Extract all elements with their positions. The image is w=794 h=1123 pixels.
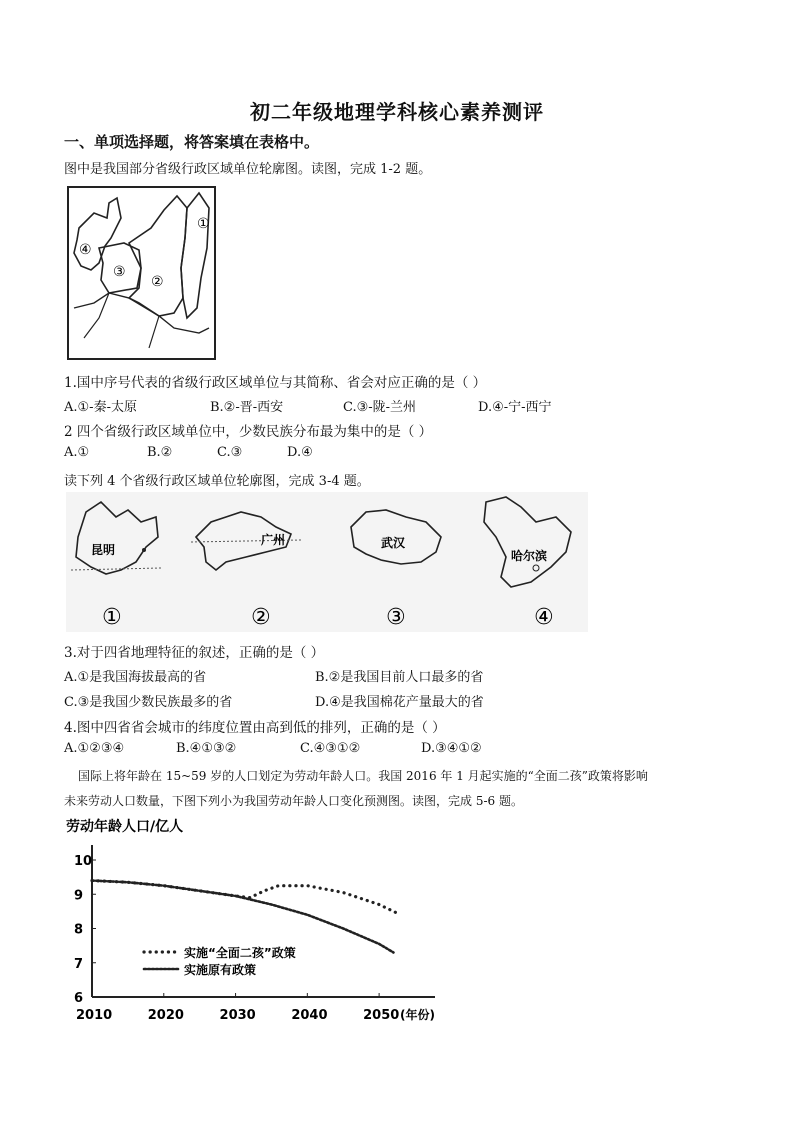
map2-number-4: ④ [534,605,554,630]
q3-option-a: A.①是我国海拔最高的省 [64,670,207,685]
question-2-stem: 2 四个省级行政区域单位中，少数民族分布最为集中的是（ ） [64,424,433,440]
map1-svg [69,188,214,358]
tropic-line [71,568,161,570]
q2-option-b: B.② [147,445,173,460]
capital-dot-4 [533,565,539,571]
y-axis-label: 劳动年龄人口/亿人 [66,819,184,835]
legend-label-2: 实施原有政策 [184,963,257,977]
question-1-stem: 1.国中序号代表的省级行政区域单位与其简称、省会对应正确的是（ ） [64,375,487,391]
map2-number-1: ① [102,605,122,630]
other-boundaries [84,293,159,348]
x-tick-label: 2010 [76,1008,113,1023]
map2-number-2: ② [251,605,271,630]
q3-option-c: C.③是我国少数民族最多的省 [64,695,233,710]
question-3-stem: 3.对于四省地理特征的叙述，正确的是（ ） [64,645,325,661]
x-tick-label: 2040 [291,1008,328,1023]
province-2-outline [129,196,187,316]
q1-option-a: A.①-秦-太原 [64,400,137,415]
y-tick-label: 10 [74,854,93,869]
series-line-original-policy [92,881,393,953]
map2-svg [66,492,588,632]
intro-text-1: 图中是我国部分省级行政区域单位轮廓图。读图，完成 1-2 题。 [64,162,432,177]
intro-text-2: 读下列 4 个省级行政区域单位轮廓图，完成 3-4 题。 [64,474,370,489]
q4-option-c: C.④③①② [300,741,361,756]
map2-number-3: ③ [386,605,406,630]
y-tick-label: 6 [74,991,84,1006]
chart-svg [60,815,460,1035]
x-tick-label: 2020 [147,1008,184,1023]
city-kunming: 昆明 [91,543,116,557]
page-title: 初二年级地理学科核心素养测评 [250,100,544,124]
q2-option-a: A.① [64,445,90,460]
q1-option-c: C.③-陇-兰州 [343,400,417,415]
province-outline-map-1 [67,186,216,360]
q4-option-b: B.④①③② [176,741,237,756]
y-tick-label: 9 [74,888,84,904]
section-heading: 一、单项选择题，将答案填在表格中。 [64,133,320,151]
map1-label-1: ① [197,216,210,232]
intro-text-3-line1: 国际上将年龄在 15~59 岁的人口划定为劳动年龄人口。我国 2016 年 1 月起实施的“全面二孩”政策将影响 [78,769,648,783]
province-heilongjiang-outline [484,497,571,587]
map1-label-3: ③ [113,264,126,280]
q2-option-d: D.④ [287,445,313,460]
capital-dot-1 [142,548,146,552]
question-4-stem: 4.图中四省省会城市的纬度位置由高到低的排列，正确的是（ ） [64,720,446,736]
province-yunnan-outline [76,502,158,574]
labor-population-chart [60,815,460,1035]
q3-option-b: B.②是我国目前人口最多的省 [315,670,484,685]
y-tick-label: 7 [74,956,84,972]
q3-option-d: D.④是我国棉花产量最大的省 [315,695,484,710]
map1-label-4: ④ [79,242,92,258]
southern-boundary [74,293,209,333]
city-guangzhou: 广州 [261,533,286,547]
city-wuhan: 武汉 [381,536,406,550]
intro-text-3-line2: 未来劳动人口数量，下图下列小为我国劳动年龄人口变化预测图。读图，完成 5-6 题。 [64,794,523,808]
legend-label-1: 实施“全面二孩”政策 [184,946,296,960]
x-tick-label: 2050 [363,1008,400,1023]
x-axis-label: (年份) [400,1008,435,1022]
q4-option-a: A.①②③④ [64,741,125,756]
map1-label-2: ② [151,274,164,290]
q2-option-c: C.③ [217,445,243,460]
city-harbin: 哈尔滨 [511,549,548,563]
q1-option-d: D.④-宁-西宁 [478,400,552,415]
x-tick-label: 2030 [219,1008,256,1023]
y-tick-label: 8 [74,922,84,938]
province-4-outline [74,198,121,270]
q1-option-b: B.②-晋-西安 [210,400,284,415]
four-province-maps [66,492,588,632]
q4-option-d: D.③④①② [421,741,482,756]
province-1-outline [181,193,209,318]
